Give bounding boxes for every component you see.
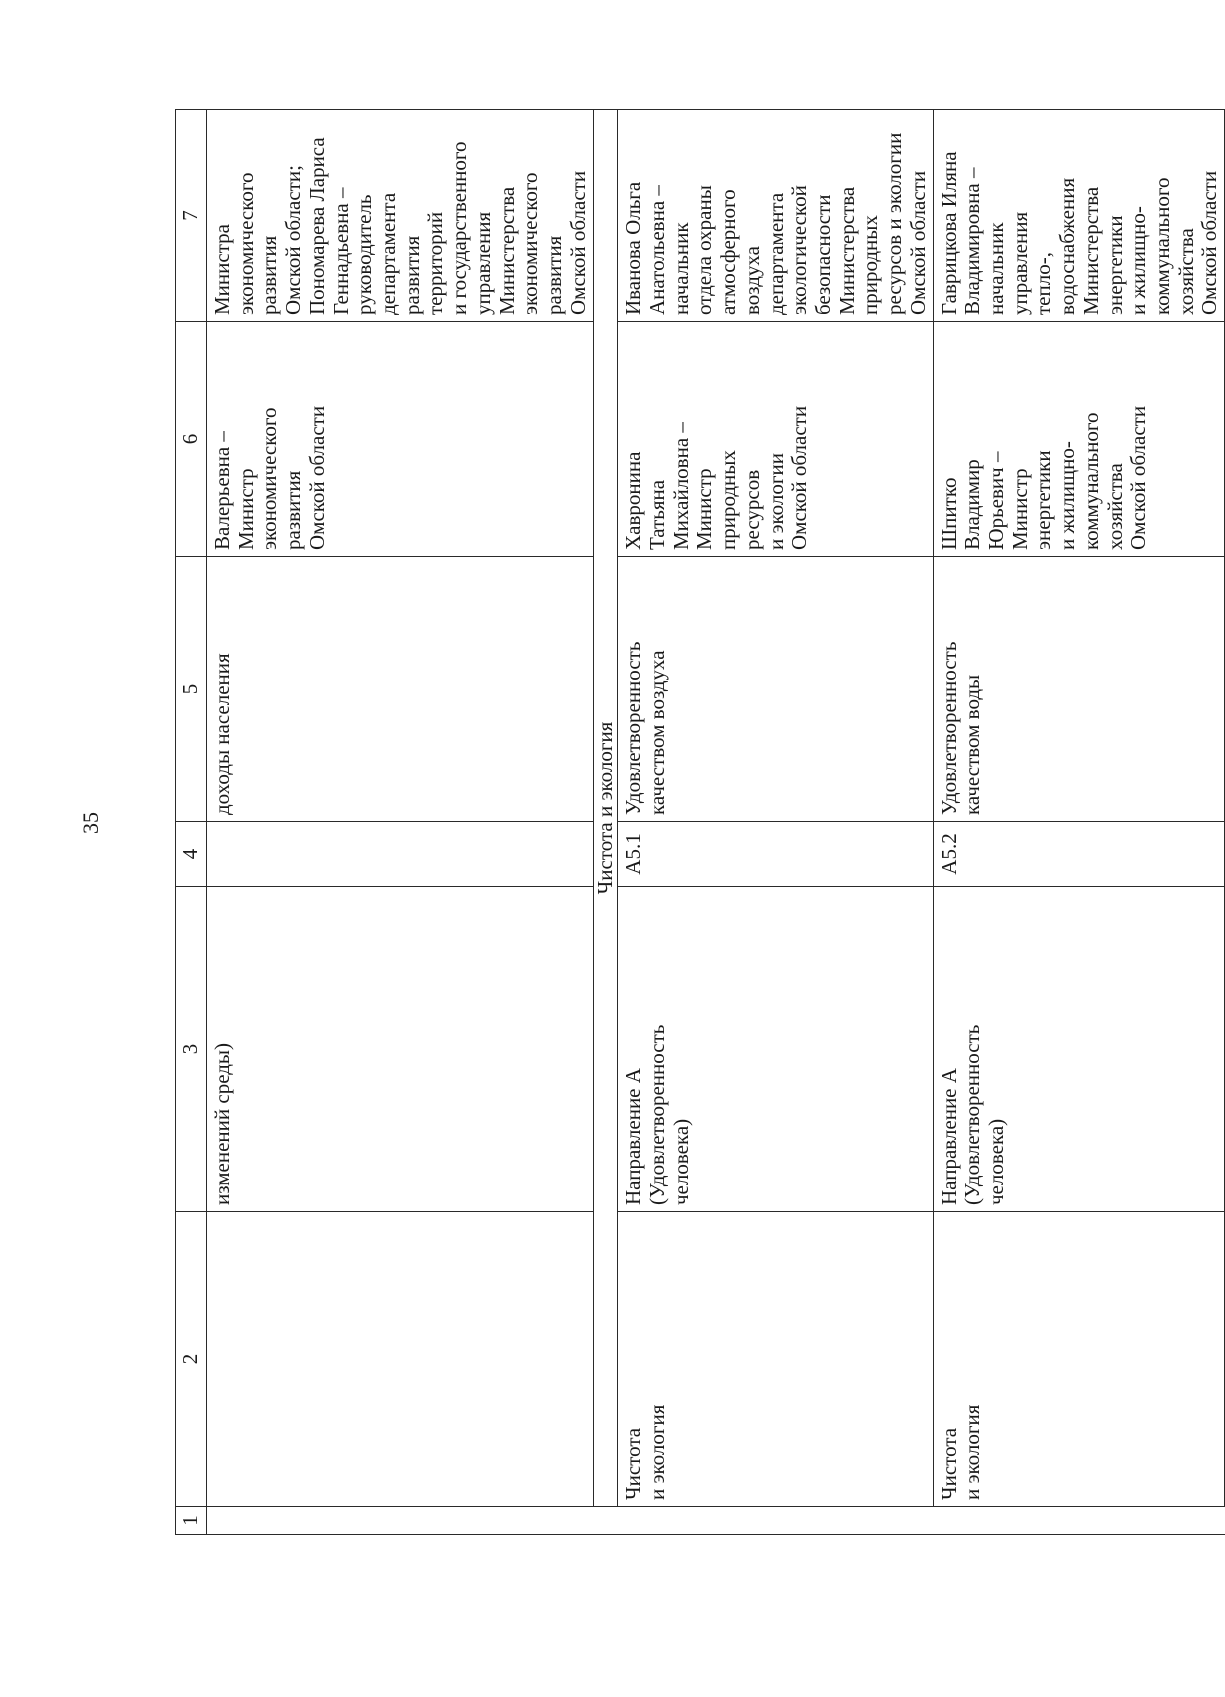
header-col-7: 7 xyxy=(176,110,207,322)
table-header-row xyxy=(176,110,207,1535)
cell-col-3: изменений среды) xyxy=(207,887,594,1212)
header-col-4: 4 xyxy=(176,822,207,887)
cell-col-6: Валерьевна – Министр экономического развития Омской области xyxy=(207,322,594,557)
cell-col-6: Шпитко Владимир Юрьевич – Министр энергетики и жилищно- коммунального хозяйства Омской области xyxy=(933,322,1225,557)
header-col-3: 3 xyxy=(176,887,207,1212)
cell-col-2: Чистота и экология xyxy=(618,1212,933,1507)
cell-col-7: Гаврицкова Иляна Владимировна – начальник управления тепло-, водоснабжения Министерства энергетики и жилищно- коммунального хозяйства Омской области xyxy=(933,110,1225,322)
cell-col-3: Направление А (Удовлетворенность человека) xyxy=(933,887,1225,1212)
header-col-1: 1 xyxy=(176,1507,207,1535)
section-title: Чистота и экология xyxy=(593,110,618,1507)
table-row-a5-2 xyxy=(933,110,1225,1535)
rotated-table-wrapper xyxy=(175,110,1222,1535)
table-row-continuation xyxy=(207,110,594,1535)
cell-col-7: Министра экономического развития Омской области; Пономарева Лариса Геннадьевна – руководитель департамента развития территорий и государственного управления Министерства экономического развития Омской области xyxy=(207,110,594,322)
cell-col-1 xyxy=(207,1507,1225,1535)
header-col-2: 2 xyxy=(176,1212,207,1507)
section-header-row xyxy=(593,110,618,1535)
cell-col-2 xyxy=(207,1212,594,1507)
cell-col-7: Иванова Ольга Анатольевна – начальник отдела охраны атмосферного воздуха департамента экологической безопасности Министерства природных ресурсов и экологии Омской области xyxy=(618,110,933,322)
cell-col-6: Хавронина Татьяна Михайловна – Министр природных ресурсов и экологии Омской области xyxy=(618,322,933,557)
page-number: 35 xyxy=(78,812,103,834)
cell-col-5: Удовлетворенность качеством воды xyxy=(933,557,1225,822)
header-col-5: 5 xyxy=(176,557,207,822)
data-table xyxy=(175,109,1225,1535)
cell-col-2: Чистота и экология xyxy=(933,1212,1225,1507)
cell-code: А5.1 xyxy=(618,822,933,887)
cell-col-3: Направление А (Удовлетворенность человека) xyxy=(618,887,933,1212)
cell-col-5: доходы населения xyxy=(207,557,594,822)
table-row-a5-1 xyxy=(618,110,933,1535)
cell-code: А5.2 xyxy=(933,822,1225,887)
cell-col-4 xyxy=(207,822,594,887)
header-col-6: 6 xyxy=(176,322,207,557)
cell-col-5: Удовлетворенность качеством воздуха xyxy=(618,557,933,822)
